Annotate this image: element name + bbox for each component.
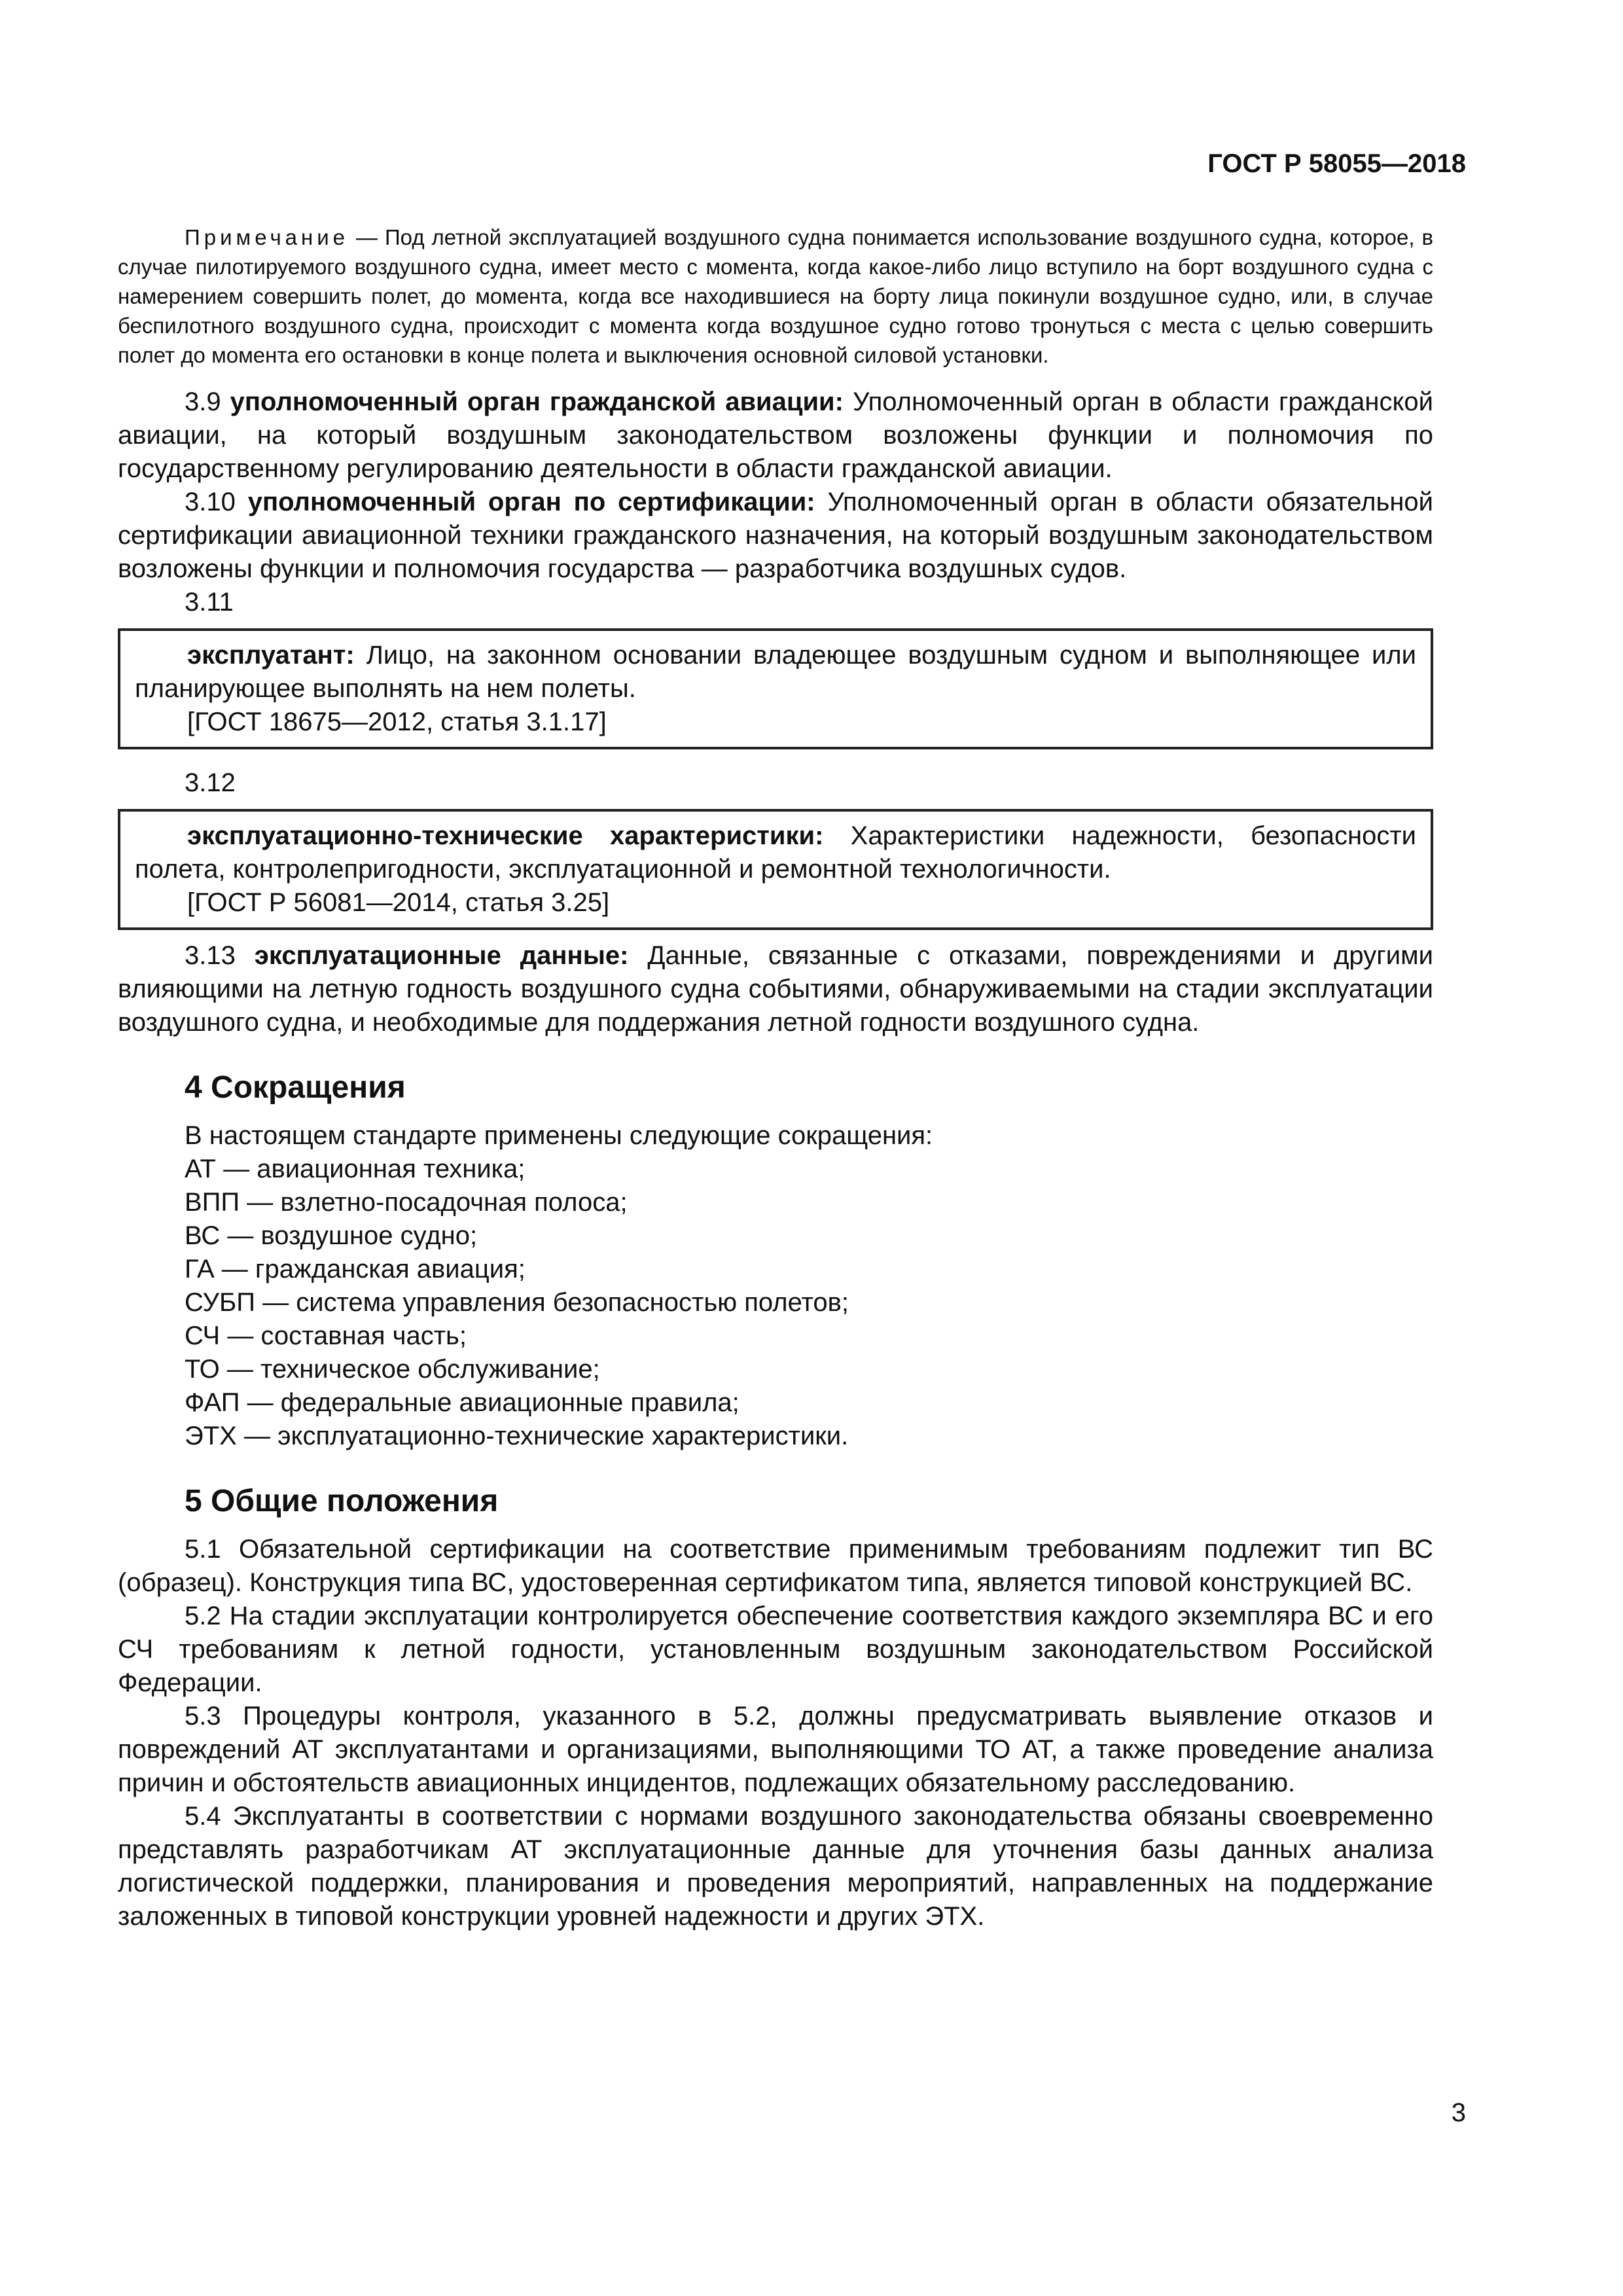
term-box-3-11 xyxy=(118,628,1433,749)
section-4-heading: 4 Сокращения xyxy=(185,1070,406,1105)
term-3-11-text xyxy=(135,639,1416,706)
note-paragraph xyxy=(118,223,1433,370)
term-source: [ГОСТ Р 56081—2014, статья 3.25] xyxy=(187,888,610,917)
abbreviation-item: АТ — авиационная техника; xyxy=(185,1155,526,1183)
term-title: эксплуатант: xyxy=(187,641,355,670)
document-id: ГОСТ Р 58055—2018 xyxy=(1207,149,1466,178)
clause-5-1: 5.1 Обязательной сертификации на соответствие применимым требованиям подлежит тип ВС (образец). Конструкция типа ВС, удостоверенная сертификатом типа, является типовой конструкцией ВС. xyxy=(118,1535,1433,1597)
term-definition: Данные, связанные с отказами, повреждениями и другими влияющими на летную годность воздушного судна событиями, обнаруживаемыми на стадии эксплуатации воздушного судна, и необходимые для поддержания летной годности воздушного судна. xyxy=(118,941,1433,1037)
term-definition: Уполномоченный орган в области гражданской авиации, на который воздушным законодательством возложены функции и полномочия по государственному регулированию деятельности в области гражданской авиации. xyxy=(118,387,1434,483)
abbreviation-item: СУБП — система управления безопасностью полетов; xyxy=(185,1288,849,1317)
term-definition: Лицо, на законном основании владеющее воздушным судном и выполняющее или планирующее выполнять на нем полеты. xyxy=(135,641,1416,703)
abbreviations-intro: В настоящем стандарте применены следующие сокращения: xyxy=(185,1121,933,1150)
term-number-3-12: 3.12 xyxy=(185,768,236,797)
abbreviation-item: ФАП — федеральные авиационные правила; xyxy=(185,1388,740,1417)
term-box-3-12 xyxy=(118,809,1433,930)
term-definition: Характеристики надежности, безопасности полета, контролепригодности, эксплуатационной и ремонтной технологичности. xyxy=(135,821,1416,884)
term-number-3-11: 3.11 xyxy=(185,588,234,617)
term-3-9 xyxy=(118,386,1433,486)
term-title: эксплуатационные данные: xyxy=(254,941,629,970)
abbreviation-item: ВПП — взлетно-посадочная полоса; xyxy=(185,1188,628,1217)
abbreviation-item: ВС — воздушное судно; xyxy=(185,1221,478,1250)
page-number: 3 xyxy=(1451,2098,1466,2127)
term-number: 3.10 xyxy=(185,488,236,516)
clause-5-3: 5.3 Процедуры контроля, указанного в 5.2, должны предусматривать выявление отказов и повреждений АТ эксплуатантами и организациями, выполняющими ТО АТ, а также проведение анализа причин и обстоятельств авиационных инцидентов, подлежащих обязательному расследованию. xyxy=(118,1702,1433,1797)
abbreviation-item: ЭТХ — эксплуатационно-технические характеристики. xyxy=(185,1422,849,1450)
term-3-13 xyxy=(118,939,1433,1039)
term-3-12-text xyxy=(135,819,1416,886)
abbreviation-item: СЧ — составная часть; xyxy=(185,1321,467,1350)
term-title: эксплуатационно-технические характеристики: xyxy=(187,821,824,850)
term-source: [ГОСТ 18675—2012, статья 3.1.17] xyxy=(187,708,607,736)
clause-5-4: 5.4 Эксплуатанты в соответствии с нормами воздушного законодательства обязаны своевременно представлять разработчикам АТ эксплуатационные данные для уточнения базы данных анализа логистической поддержки, планирования и проведения мероприятий, направленных на поддержание заложенных в типовой конструкции уровней надежности и других ЭТХ. xyxy=(118,1802,1433,1931)
note-text: — Под летной эксплуатацией воздушного судна понимается использование воздушного судна, которое, в случае пилотируемого воздушного судна, имеет место с момента, когда какое-либо лицо вступило на борт воздушного судна с намерением совершить полет, до момента, когда все находившиеся на борту лица покинули воздушное судно, или, в случае беспилотного воздушного судна, происходит с момента когда воздушное судно готово тронуться с места с целью совершить полет до момента его остановки в конце полета и выключения основной силовой установки. xyxy=(118,225,1433,367)
note-label: Примечание xyxy=(185,225,349,249)
term-3-10 xyxy=(118,486,1433,586)
abbreviation-item: ГА — гражданская авиация; xyxy=(185,1255,526,1283)
term-number: 3.9 xyxy=(185,387,221,416)
abbreviation-item: ТО — техническое обслуживание; xyxy=(185,1355,600,1384)
clause-5-2: 5.2 На стадии эксплуатации контролируется обеспечение соответствия каждого экземпляра ВС и его СЧ требованиям к летной годности, установленным воздушным законодательством Российской Федерации. xyxy=(118,1602,1433,1697)
term-title: уполномоченный орган гражданской авиации: xyxy=(230,387,844,416)
term-number: 3.13 xyxy=(185,941,236,970)
term-title: уполномоченный орган по сертификации: xyxy=(247,488,815,516)
page-content xyxy=(118,223,1433,1933)
section-5-heading: 5 Общие положения xyxy=(185,1484,499,1518)
term-definition: Уполномоченный орган в области обязательной сертификации авиационной техники гражданского назначения, на который воздушным законодательством возложены функции и полномочия государства — разработчика воздушных судов. xyxy=(118,488,1433,583)
